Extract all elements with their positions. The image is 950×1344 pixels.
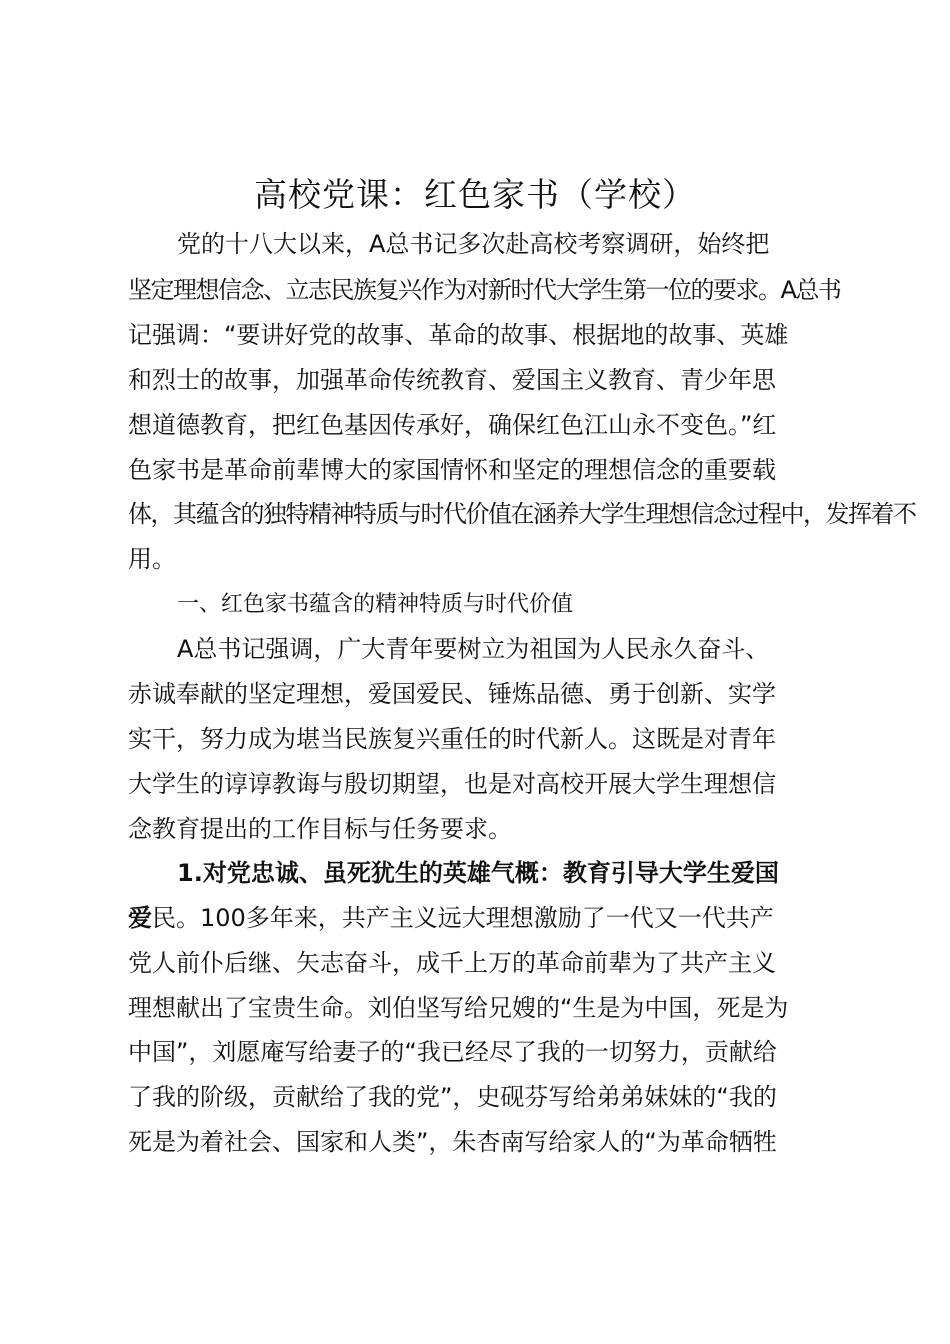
subsection-heading-continued: 爱 xyxy=(128,904,152,932)
paragraph-line: 体，其蕴含的独特精神特质与时代价值在涵养大学生理想信念过程中，发挥着不 xyxy=(128,500,916,528)
paragraph-line: A总书记强调，广大青年要树立为祖国为人民永久奋斗、 xyxy=(177,635,770,663)
paragraph-line: 坚定理想信念、立志民族复兴作为对新时代大学生第一位的要求。A总书 xyxy=(128,276,841,304)
section-heading: 一、红色家书蕴含的精神特质与时代价值 xyxy=(177,592,574,617)
document-title: 高校党课：红色家书（学校） xyxy=(254,175,696,214)
paragraph-line: 和烈士的故事，加强革命传统教育、爱国主义教育、青少年思 xyxy=(128,366,776,394)
paragraph-line: 党的十八大以来，A总书记多次赴高校考察调研，始终把 xyxy=(177,230,770,258)
paragraph-line: 实干，努力成为堪当民族复兴重任的时代新人。这既是对青年 xyxy=(128,725,776,753)
paragraph-line: 想道德教育，把红色基因传承好，确保红色江山永不变色。”红 xyxy=(128,411,777,439)
paragraph-line: 用。 xyxy=(128,545,176,573)
paragraph-line: 中国”，刘愿庵写给妻子的“我已经尽了我的一切努力，贡献给 xyxy=(128,1038,777,1066)
paragraph-line: 理想献出了宝贵生命。刘伯坚写给兄嫂的“生是为中国，死是为 xyxy=(128,994,789,1022)
paragraph-line: 记强调：“要讲好党的故事、革命的故事、根据地的故事、英雄 xyxy=(128,321,789,349)
paragraph-line: 赤诚奉献的坚定理想，爱国爱民、锤炼品德、勇于创新、实学 xyxy=(128,680,776,708)
paragraph-line: 民。100多年来，共产主义远大理想激励了一代又一代共产 xyxy=(152,904,774,932)
paragraph-line: 色家书是革命前辈博大的家国情怀和坚定的理想信念的重要载 xyxy=(128,456,776,484)
paragraph-line: 了我的阶级，贡献给了我的党”，史砚芬写给弟弟妹妹的“我的 xyxy=(128,1083,777,1111)
paragraph-line: 念教育提出的工作目标与任务要求。 xyxy=(128,815,512,843)
paragraph-line: 死是为着社会、国家和人类”，朱杏南写给家人的“为革命牺牲 xyxy=(128,1128,777,1156)
subsection-heading: 1.对党忠诚、虽死犹生的英雄气概：教育引导大学生爱国 xyxy=(177,859,779,887)
paragraph-line: 党人前仆后继、矢志奋斗，成千上万的革命前辈为了共产主义 xyxy=(128,949,776,977)
paragraph-line: 大学生的谆谆教诲与殷切期望，也是对高校开展大学生理想信 xyxy=(128,770,776,798)
